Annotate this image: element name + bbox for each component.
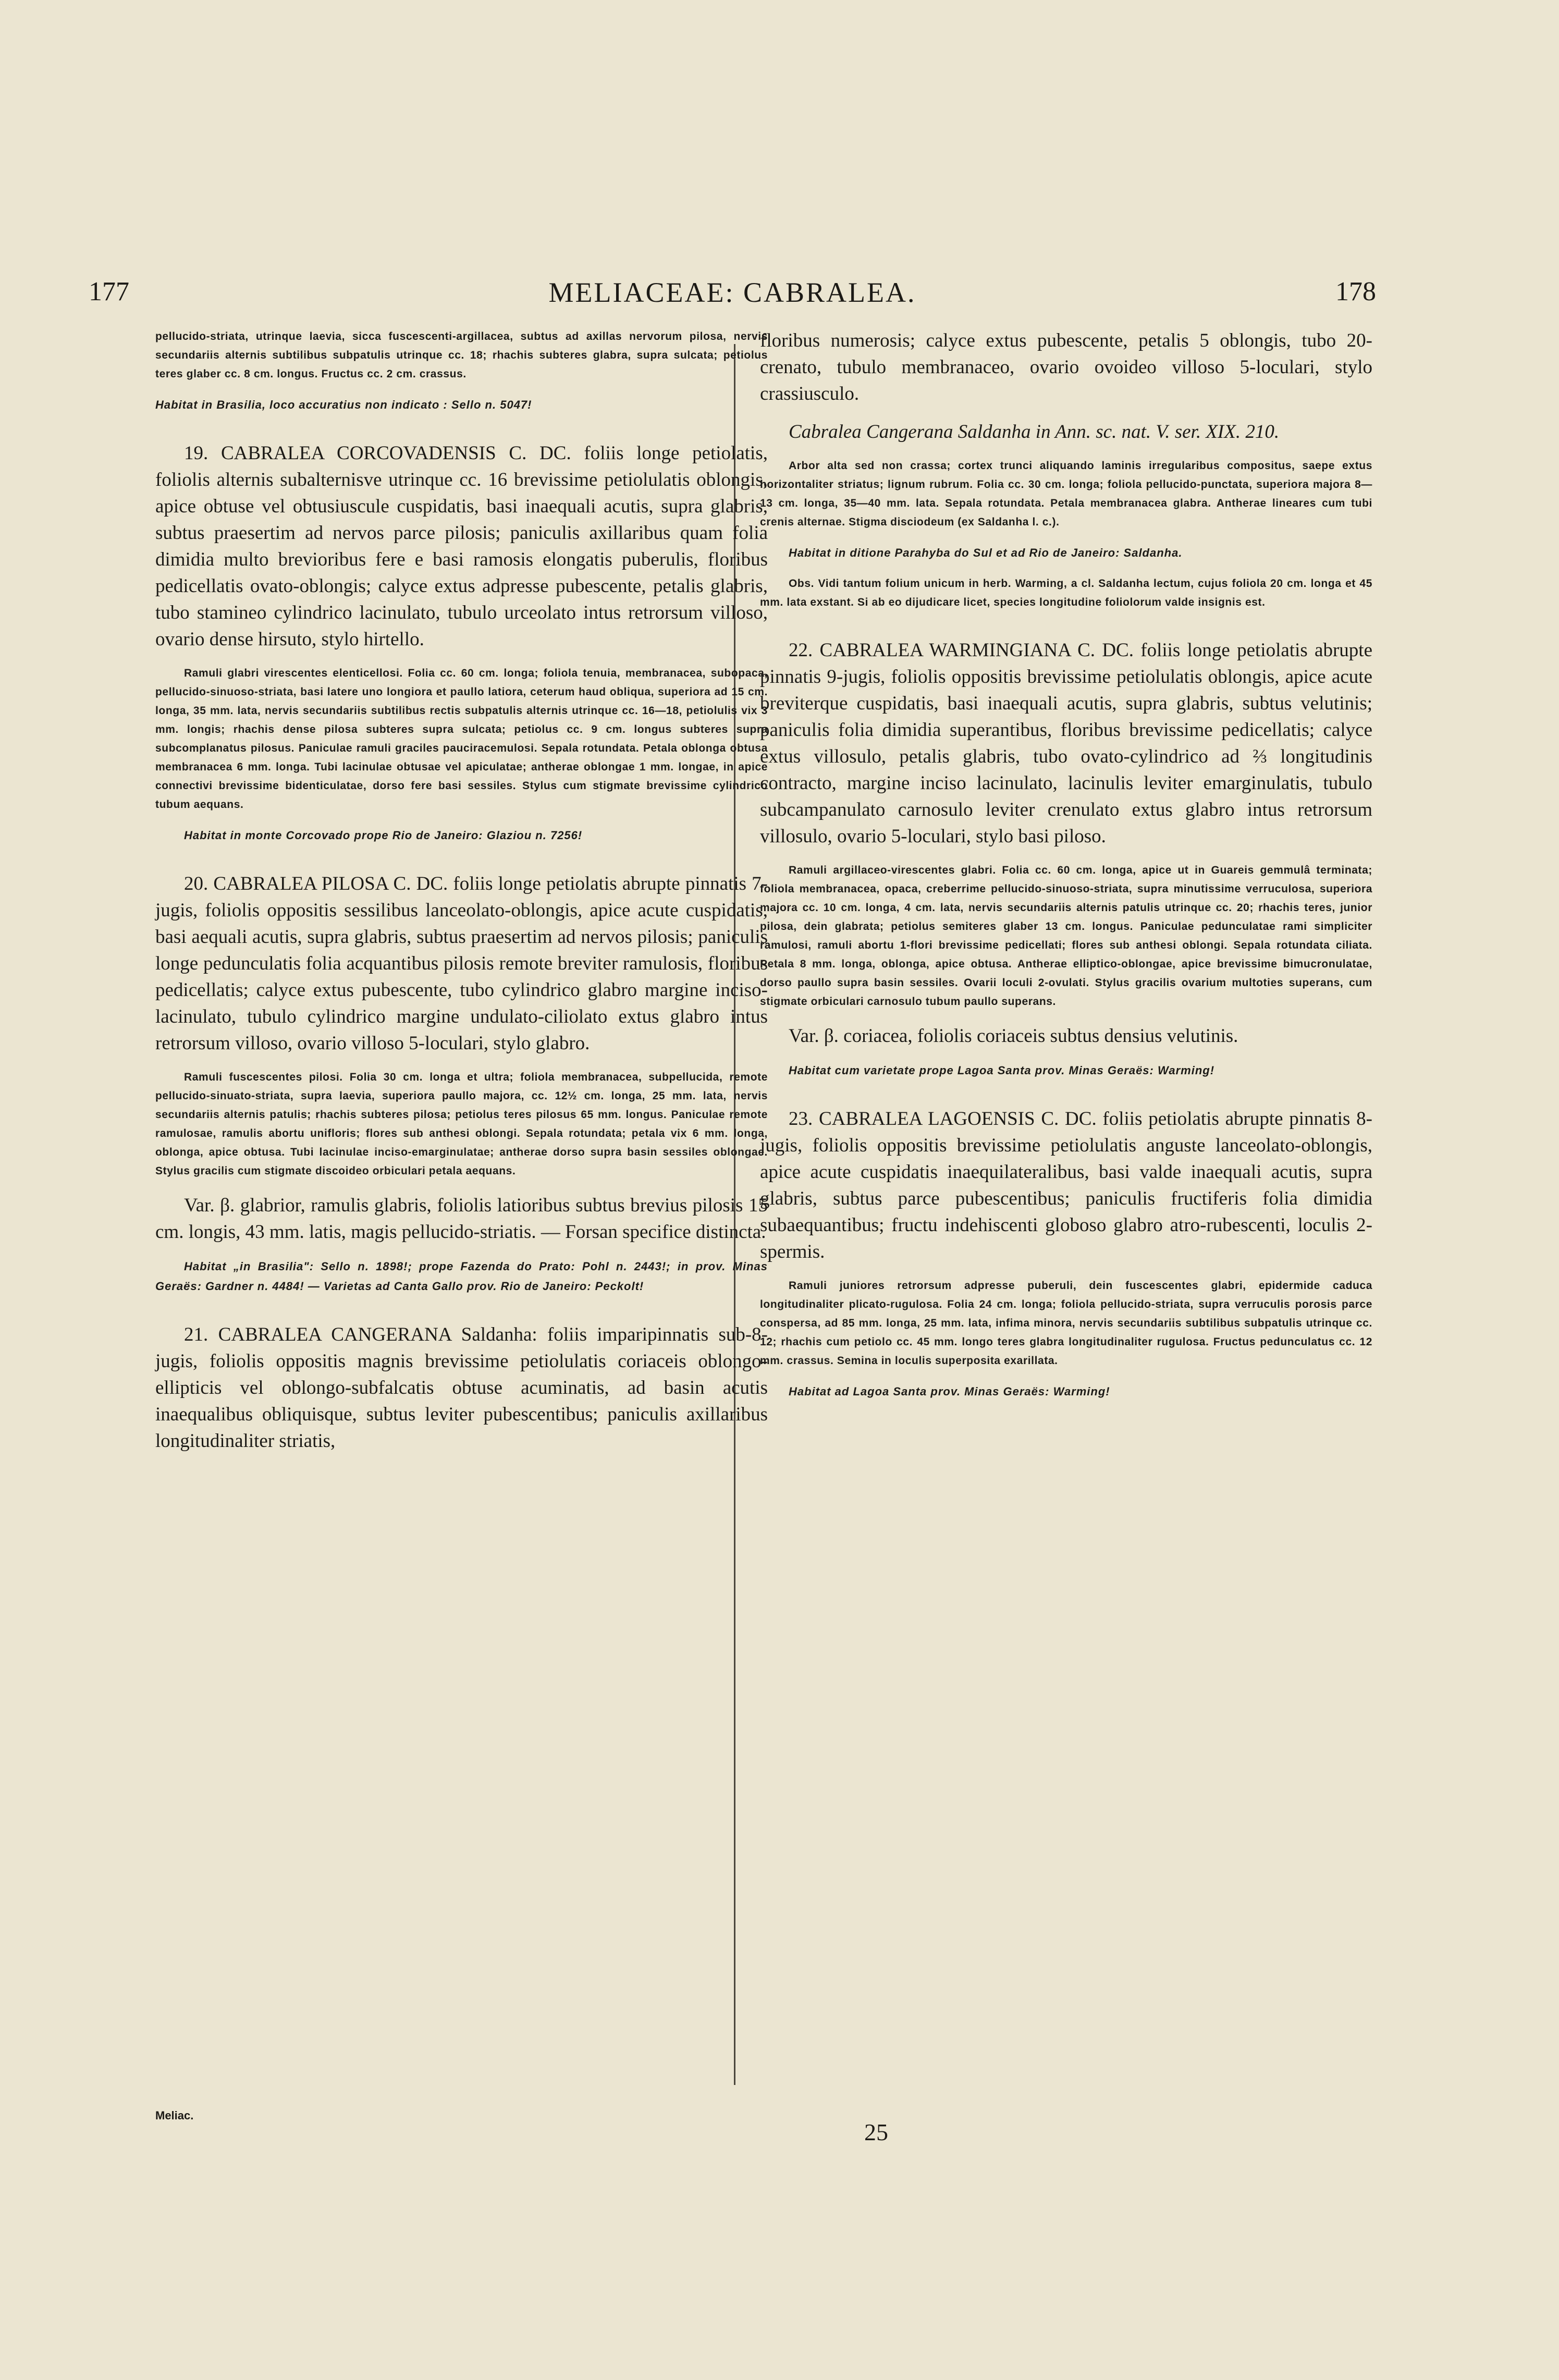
description-18-end: pellucido-striata, utrinque laevia, sicca fuscescenti-argillacea, subtus ad axillas nervorum pilosa, nervis secundariis alternis subtilibus subpatulis utrinque cc. 18; rhachis subteres glabra, supra sulcata; petiolus teres glaber cc. 8 cm. longus. Fructus cc. 2 cm. crassus. xyxy=(155,330,768,380)
species-23: 23. CABRALEA LAGOENSIS C. DC. foliis petiolatis abrupte pinnatis 8-jugis, foliolis oppositis brevissime petiolulatis anguste lanceolato-oblongis, apice acute cuspidatis inaequilateralibus, basi valde inaequali acutis, supra glabris, subtus parce pubescentibus; paniculis fructiferis folia dimidia subaequantibus; fructu indehiscenti globoso glabro atro-rubescenti, loculis 2-spermis. xyxy=(760,1108,1372,1262)
description-21: Arbor alta sed non crassa; cortex trunci aliquando laminis irregularibus compositus, saepe extus horizontaliter striatus; lignum rubrum. Folia cc. 30 cm. longa; foliola pellucido-punctata, superiora majora 8—13 cm. longa, 35—40 mm. lata. Sepala rotundata. Petala membranacea glabra. Antherae lineares cum tubi crenis alternae. Stigma disciodeum (ex Saldanha l. c.). xyxy=(760,460,1372,528)
description-22: Ramuli argillaceo-virescentes glabri. Folia cc. 60 cm. longa, apice ut in Guareis gemmulâ terminata; foliola membranacea, opaca, creberrime pellucido-sinuoso-striata, supra minutissime verruculosa, superiora majora cc. 10 cm. longa, 4 cm. lata, nervis secundariis alternis patulis utrinque cc. 20; rhachis teres, junior pilosa, dein glabrata; petiolus semiteres glaber 13 cm. longus. Paniculae pedunculatae rami simpliciter ramulosi, ramuli abortu 1-flori brevissime pedicellati; flores sub anthesi oblongi. Sepala rotundata ciliata. Petala 8 mm. longa, oblonga, apice obtusa. Antherae elliptico-oblongae, apice brevissime bimucronulatae, dorso paullo supra basin sessiles. Ovarii loculi 2-ovulati. Stylus gracilis ovarium multoties superans, cum stigmate orbiculari carnosulo tubum paullo superans. xyxy=(760,864,1372,1008)
species-20: 20. CABRALEA PILOSA C. DC. foliis longe petiolatis abrupte pinnatis 7-jugis, foliolis oppositis sessilibus lanceolato-oblongis, apice acute cuspidatis, basi aequali acutis, supra glabris, subtus praesertim ad nervos pilosis; paniculis longe pedunculatis folia acquantibus pilosis remote breviter ramulosis, floribus pedicellatis; calyce extus pubescente, tubo cylindrico glabro margine inciso-lacinulato, tubulo cylindrico margine undulato-ciliolato extus glabro intus retrorsum villoso, ovario villoso 5-loculari, stylo glabro. xyxy=(155,873,768,1054)
signature-mark: Meliac. xyxy=(155,2109,194,2122)
habitat-19: Habitat in monte Corcovado prope Rio de Janeiro: Glaziou n. 7256! xyxy=(184,829,583,842)
left-column xyxy=(155,327,768,1454)
description-23: Ramuli juniores retrorsum adpresse puberuli, dein fuscescentes glabri, epidermide caduca longitudinaliter plicato-rugulosa. Folia 24 cm. longa; foliola pellucido-striata, supra verruculis porosis parce conspersa, ad 85 mm. longa, 25 mm. lata, infima minora, nervis secundariis subtilibus subpatulis utrinque cc. 12; rhachis cum petiolo cc. 45 mm. longo teres glabra longitudinaliter rugulosa. Fructus pedunculatus cc. 12 mm. crassus. Semina in loculis superposita exarillata. xyxy=(760,1280,1372,1367)
right-column xyxy=(760,327,1372,1402)
description-20: Ramuli fuscescentes pilosi. Folia 30 cm. longa et ultra; foliola membranacea, subpellucida, remote pellucido-sinuato-striata, supra laevia, superiora paullo majora, cc. 12½ cm. longa, 25 mm. lata, nervis secundariis alternis patulis; rhachis subteres pilosa; petiolus teres pilosus 65 mm. longus. Paniculae remote ramulosae, ramulis abortu unifloris; flores sub anthesi oblongi. Sepala rotundata; petala vix 6 mm. longa, oblonga, apice obtusa. Tubi lacinulae inciso-emarginulatae; antherae dorso supra basin sessiles oblongae. Stylus gracilis cum stigmate discoideo orbiculari petala aequans. xyxy=(155,1071,768,1177)
habitat-22: Habitat cum varietate prope Lagoa Santa prov. Minas Geraës: Warming! xyxy=(789,1064,1215,1077)
observation-21: Obs. Vidi tantum folium unicum in herb. Warming, a cl. Saldanha lectum, cujus foliola 20 cm. longa et 45 mm. lata exstant. Si ab eo dijudicare licet, species longitudine foliolorum valde insignis est. xyxy=(760,578,1372,608)
habitat-21: Habitat in ditione Parahyba do Sul et ad Rio de Janeiro: Saldanha. xyxy=(789,546,1183,559)
page-number-left: 177 xyxy=(89,277,129,306)
species-21: 21. CABRALEA CANGERANA Saldanha: foliis imparipinnatis sub-8-jugis, foliolis oppositis magnis brevissime petiolulatis coriaceis oblongo-ellipticis vel oblongo-subfalcatis obtuse acuminatis, ad basin acutis inaequalibus obliquisque, subtus leviter pubescentibus; paniculis axillaribus longitudinaliter striatis, xyxy=(155,1324,768,1452)
reference-21: Cabralea Cangerana Saldanha in Ann. sc. nat. V. ser. XIX. 210. xyxy=(789,421,1280,443)
variety-20: Var. β. glabrior, ramulis glabris, foliolis latioribus subtus brevius pilosis 15 cm. longis, 43 mm. latis, magis pellucido-striatis. — Forsan specifice distincta. xyxy=(155,1195,768,1243)
species-19: 19. CABRALEA CORCOVADENSIS C. DC. foliis longe petiolatis, foliolis alternis subalternisve utrinque cc. 16 brevissime petiolulatis oblongis, apice obtuse vel obtusiuscule cuspidatis, basi inaequali acutis, supra glabris, subtus praesertim ad nervos parce pilosis; paniculis axillaribus quam folia dimidia multo brevioribus fere e basi ramosis elongatis puberulis, floribus pedicellatis ovato-oblongis; calyce extus adpresse pubescente, petalis glabris, tubo stamineo cylindrico lacinulato, tubulo urceolato intus retrorsum villoso, ovario dense hirsuto, stylo hirtello. xyxy=(155,443,768,650)
habitat-23: Habitat ad Lagoa Santa prov. Minas Geraës: Warming! xyxy=(789,1385,1110,1398)
species-21-end: floribus numerosis; calyce extus pubescente, petalis 5 oblongis, tubo 20-crenato, tubulo membranaceo, ovario ovoideo villoso 5-loculari, stylo crassiusculo. xyxy=(760,330,1372,404)
variety-22: Var. β. coriacea, foliolis coriaceis subtus densius velutinis. xyxy=(789,1025,1238,1047)
page-title: MELIACEAE: CABRALEA. xyxy=(548,277,916,308)
species-22: 22. CABRALEA WARMINGIANA C. DC. foliis longe petiolatis abrupte pinnatis 9-jugis, foliolis oppositis brevissime petiolulatis oblongis, apice acute breviterque cuspidatis, basi inaequali acutis, supra glabris, subtus velutinis; paniculis folia dimidia superantibus, floribus brevissime pedicellatis; calyce extus villosulo, petalis glabris, tubo ovato-cylindrico ad ⅔ longitudinis contracto, margine inciso lacinulato, lacinulis leviter emarginulatis, tubulo subcampanulato carnosulo leviter crenulato extus glabro intus retrorsum villosulo, ovario 5-loculari, stylo basi piloso. xyxy=(760,640,1372,847)
habitat-18: Habitat in Brasilia, loco accuratius non indicato : Sello n. 5047! xyxy=(155,398,532,411)
description-19: Ramuli glabri virescentes elenticellosi. Folia cc. 60 cm. longa; foliola tenuia, membranacea, subopaca, pellucido-sinuoso-striata, basi latere uno longiora et paullo latiora, ceterum haud obliqua, superiora ad 15 cm. longa, 35 mm. lata, nervis secundariis subtilibus rectis subpatulis alternis utrinque cc. 16—18, petiolulis vix 3 mm. longis; rhachis dense pilosa subteres supra sulcata; petiolus cc. 9 cm. longus subteres supra subcomplanatus pilosus. Paniculae ramuli graciles pauciracemulosi. Sepala rotundata. Petala oblonga obtusa membranacea 6 mm. longa. Tubi lacinulae obtusae vel apiculatae; antherae oblongae 1 mm. longae, in apice connectivi brevissime bidenticulatae, dorso fere basi sessiles. Stylus cum stigmate brevissime cylindrico tubum aequans. xyxy=(155,667,768,811)
page-number-right: 178 xyxy=(1335,277,1376,306)
running-header xyxy=(89,276,1376,318)
habitat-20: Habitat „in Brasilia": Sello n. 1898!; prope Fazenda do Prato: Pohl n. 2443!; in prov. Minas Geraës: Gardner n. 4484! — Varietas ad Canta Gallo prov. Rio de Janeiro: Peckolt! xyxy=(155,1260,768,1293)
sheet-number: 25 xyxy=(864,2119,888,2145)
